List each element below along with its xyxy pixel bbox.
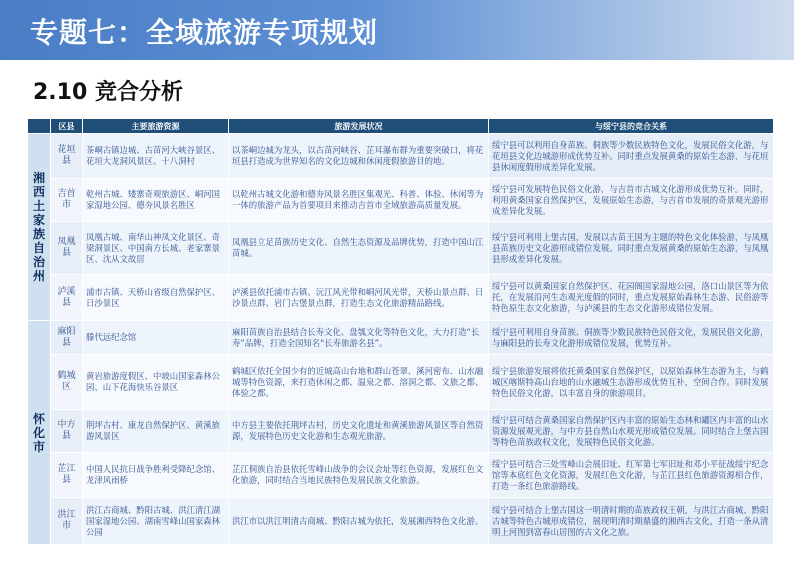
relation-cell: 绥宁县可以黄桑国家自然保护区、花园阁国家湿地公园，洛口山景区等为依托，在发展沿河生态观光度假的同时，重点发展原始森林生态游、民俗游等特色原生态文化旅游，与泸溪县的生态文化游形成错位发展。 [489,275,774,321]
development-cell: 洪江市以洪江明清古商城、黔阳古城为依托，发展湘西特色文化游。 [229,498,489,545]
table-row [28,275,774,321]
resources-cell: 乾州古城、矮寨奇观旅游区、峒河国家湿地公园、德夯风景名胜区 [83,179,229,222]
county-cell: 花垣县 [51,134,83,179]
header-relation: 与绥宁县的竞合关系 [489,119,774,134]
development-cell: 麻阳苗族自治县结合长寿文化、盘瓠文化等特色文化，大力打造“长寿”品牌，打造全国知名“长寿旅游名县”。 [229,321,489,355]
resources-cell: 浦市古镇、天桥山省级自然保护区、日沙景区 [83,275,229,321]
resources-cell: 洪江古商城、黔阳古城、洪江清江湖国家湿地公园、湖南雪峰山国家森林公园 [83,498,229,545]
resources-cell: 茶峒古镇边城、古苗河大峡谷景区、花垣大龙洞风景区、十八洞村 [83,134,229,179]
section-title: 2.10 竞合分析 [33,80,183,105]
header-county: 区县 [51,119,83,134]
resources-cell: 黄岩旅游度假区、中坡山国家森林公园、山下花海快乐谷景区 [83,355,229,410]
development-cell: 泸溪县依托浦市古镇、沅江风光带和峒河风光带，天桥山景点群、日沙景点群、岩门古堡景点群，打造生态文化旅游精品路线。 [229,275,489,321]
relation-cell: 绥宁县可结合黄桑国家自然保护区内丰富的原始生态林和罐区内丰富的山水资源发展观光游，与中方县自然山水观光形成错位发展。同时结合上堡古国等特色苗族政权文化，发展特色民俗文化游。 [489,410,774,453]
county-cell: 麻阳县 [51,321,83,355]
development-cell: 以乾州古城文化游和德夯风景名胜区集观光、科普、体验、休闲等为一体的旅游产品为首要项目来推动吉首市全域旅游高质量发展。 [229,179,489,222]
county-cell: 泸溪县 [51,275,83,321]
development-cell: 以茶峒边城为龙头，以古苗河峡谷、芷耳瀑布群为重要突破口，将花垣县打造成为世界知名的文化边城和休闲度假旅游目的地。 [229,134,489,179]
region-xiangxi: 湘西土家族自治州 [28,134,51,321]
county-cell: 中方县 [51,410,83,453]
table-row [28,321,774,355]
competition-table [27,118,774,545]
relation-cell: 绥宁县旅游发展将依托黄桑国家自然保护区，以原始森林生态游为主，与鹤城区喀斯特高山台地的山水融城生态游形成优势互补，空间合作。同时发展特色民俗文化游，以丰富自身的旅游项目。 [489,355,774,410]
development-cell: 凤凰县立足苗族历史文化、自然生态资源及品牌优势，打造中国山江苗城。 [229,222,489,275]
relation-cell: 绥宁县可发展特色民俗文化游，与吉首市古城文化游形成优势互补。同时，利用黄桑国家自然保护区，发展原始生态游，与吉首市发展的奇景观光游形成差异化发展。 [489,179,774,222]
resources-cell: 凤凰古城、南华山神凤文化景区、奇梁洞景区、中国南方长城、老家寨景区、沈从文故居 [83,222,229,275]
table-row [28,498,774,545]
county-cell: 凤凰县 [51,222,83,275]
relation-cell: 绥宁县可结合三处雪峰山会展旧址、红军第七军旧址和邓小平征战绥宁纪念馆等本底红色文化资源，发展红色文化游，与芷江县红色旅游资源相合作，打造一条红色旅游路线。 [489,453,774,498]
development-cell: 中方县主要依托荆坪古村，历史文化遗址和黄溪旅游风景区等自然资源，发展特色历史文化游和生态观光旅游。 [229,410,489,453]
table-row [28,453,774,498]
county-cell: 鹤城区 [51,355,83,410]
page-title: 专题七：全域旅游专项规划 [30,16,379,49]
resources-cell: 中国人民抗日战争胜利受降纪念馆、龙津风雨桥 [83,453,229,498]
development-cell: 鹤城区依托全国少有的近城高山台地和群山苍翠、溪河密布、山水融城等特色资源，来打造休闲之都、温泉之都、溶洞之都、文旅之都、体验之都。 [229,355,489,410]
county-cell: 吉首市 [51,179,83,222]
header-region [28,119,51,134]
table-row [28,134,774,179]
development-cell: 芷江侗族自治县依托雪峰山战争的会议会址等红色资源，发展红色文化旅游，同时结合当地民族特色发展民族文化旅游。 [229,453,489,498]
table-row [28,179,774,222]
resources-cell: 荆坪古村、康龙自然保护区、黄溪旅游风景区 [83,410,229,453]
region-huaihua: 怀化市 [28,321,51,545]
header-development: 旅游发展状况 [229,119,489,134]
table-row [28,410,774,453]
relation-cell: 绥宁县可以利用自身苗族、侗族等少数民族特色文化，发展民俗文化游，与花垣县文化边城游形成优势互补。同时重点发展黄桑的原始生态游，与花垣县休闲度假形成差异化发展。 [489,134,774,179]
relation-cell: 绥宁县可利用自身苗族、侗族等少数民族特色民俗文化，发展民俗文化游，与麻阳县的长寿文化游形成错位发展，优势互补。 [489,321,774,355]
county-cell: 芷江县 [51,453,83,498]
header-resources: 主要旅游资源 [83,119,229,134]
relation-cell: 绥宁县可结合上堡古国这一明清时期的苗族政权王朝，与洪江古商城、黔阳古城等特色古城形成错位，展现明清时期鼎盛的湘西古文化，打造一条从清明上河图到富春山居图的古文化之旅。 [489,498,774,545]
table-row [28,355,774,410]
table-row [28,222,774,275]
header-banner [0,0,794,60]
table-header-row [28,119,774,134]
resources-cell: 滕代远纪念馆 [83,321,229,355]
county-cell: 洪江市 [51,498,83,545]
relation-cell: 绥宁县可利用上堡古国，发展以古苗王国为主题的特色文化体验游，与凤凰县苗族历史文化游形成错位发展。同时重点发展黄桑的原始生态游，与凤凰县形成差异化发展。 [489,222,774,275]
